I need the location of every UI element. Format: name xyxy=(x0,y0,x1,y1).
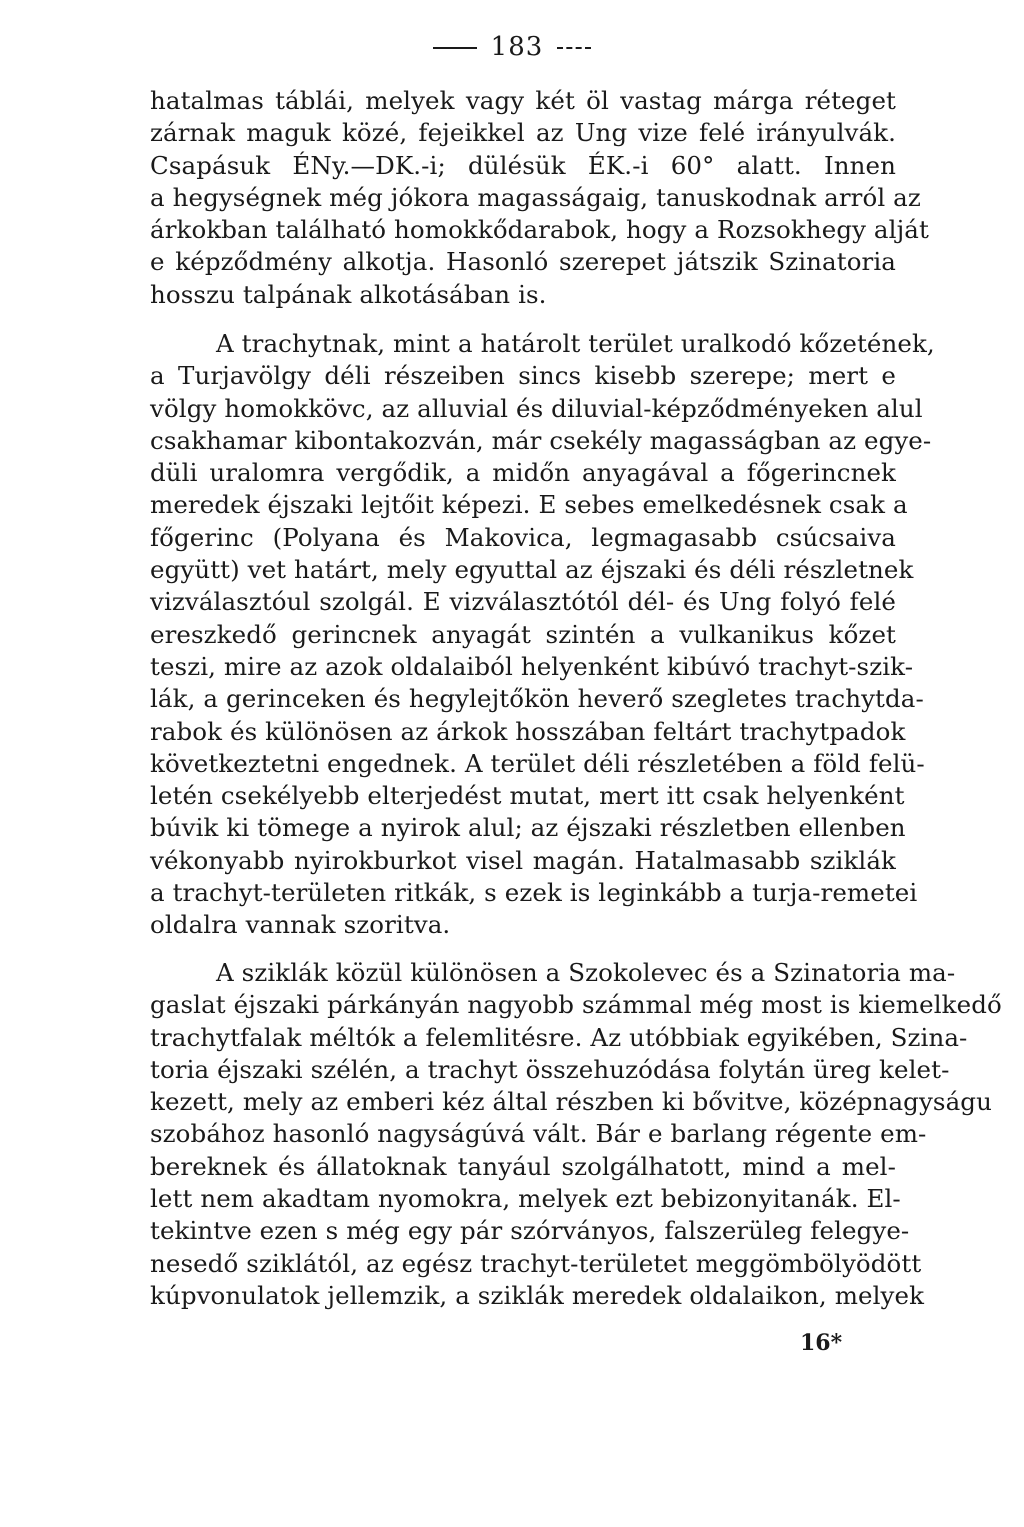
text-line: ereszkedő gerincnek anyagát szintén a vulkanikus kőzet xyxy=(150,619,896,649)
header-rule-right xyxy=(557,47,591,49)
text-line: trachytfalak méltók a felemlitésre. Az utóbbiak egyikében, Szina- xyxy=(150,1022,968,1052)
text-line: bereknek és állatoknak tanyául szolgálhatott, mind a mel- xyxy=(150,1151,896,1181)
signature-mark: 16* xyxy=(800,1330,843,1356)
text-line: A sziklák közül különösen a Szokolevec és a Szinatoria ma- xyxy=(216,958,956,987)
text-line: lett nem akadtam nyomokra, melyek ezt bebizonyitanák. El- xyxy=(150,1184,901,1214)
text-line: a Turjavölgy déli részeiben sincs kisebb szerepe; mert e xyxy=(150,361,896,391)
text-line: árkokban található homokkődarabok, hogy a Rozsokhegy alját xyxy=(150,215,929,245)
text-line: hatalmas táblái, melyek vagy két öl vastag márga réteget xyxy=(150,86,896,115)
text-line: hosszu talpának alkotásában is. xyxy=(150,279,547,309)
text-line: meredek éjszaki lejtőit képezi. E sebes emelkedésnek csak a xyxy=(150,490,908,520)
text-line: a trachyt-területen ritkák, s ezek is leginkább a turja-remetei xyxy=(150,878,918,908)
text-line: búvik ki tömege a nyirok alul; az éjszaki részletben ellenben xyxy=(150,813,906,843)
text-line: toria éjszaki szélén, a trachyt összehuzódása folytán üreg kelet- xyxy=(150,1054,950,1084)
text-line: lák, a gerinceken és hegylejtőkön heverő szegletes trachytda- xyxy=(150,684,924,714)
text-line: következtetni engednek. A terület déli részletében a föld felü- xyxy=(150,748,925,778)
text-line: a hegységnek még jókora magasságaig, tanuskodnak arról az xyxy=(150,182,921,212)
text-line: tekintve ezen s még egy pár szórványos, falszerüleg felegye- xyxy=(150,1216,910,1246)
text-line: szobához hasonló nagyságúvá vált. Bár e barlang régente em- xyxy=(150,1119,927,1149)
text-line: gaslat éjszaki párkányán nagyobb számmal még most is kiemelkedő xyxy=(150,990,1002,1020)
text-line: rabok és különösen az árkok hosszában feltárt trachytpadok xyxy=(150,716,906,746)
text-line: nesedő sziklától, az egész trachyt-területet meggömbölyödött xyxy=(150,1248,922,1278)
text-line: kezett, mely az emberi kéz által részben ki bővitve, középnagyságu xyxy=(150,1087,992,1117)
text-line: letén csekélyebb elterjedést mutat, mert itt csak helyenként xyxy=(150,781,905,811)
header-rule-left xyxy=(433,47,477,49)
text-line: A trachytnak, mint a határolt terület uralkodó kőzetének, xyxy=(216,329,935,358)
text-line: teszi, mire az azok oldalaiból helyenként kibúvó trachyt-szik- xyxy=(150,651,914,681)
text-line: e képződmény alkotja. Hasonló szerepet játszik Szinatoria xyxy=(150,247,896,277)
text-line: völgy homokkövc, az alluvial és diluvial-képződményeken alul xyxy=(150,393,923,423)
paragraph-3 xyxy=(150,957,1002,1312)
text-line: kúpvonulatok jellemzik, a sziklák meredek oldalaikon, melyek xyxy=(150,1280,925,1310)
page-header xyxy=(0,32,1024,62)
text-line: vékonyabb nyirokburkot visel magán. Hatalmasabb sziklák xyxy=(150,845,896,875)
text-line: düli uralomra vergődik, a midőn anyagával a főgerincnek xyxy=(150,458,896,488)
page-number: 183 xyxy=(490,32,544,62)
paragraph-2 xyxy=(150,328,935,942)
text-line: együtt) vet határt, mely egyuttal az éjszaki és déli részletnek xyxy=(150,555,914,585)
text-line: Csapásuk ÉNy.—DK.-i; dülésük ÉK.-i 60° alatt. Innen xyxy=(150,150,896,180)
text-line: főgerinc (Polyana és Makovica, legmagasabb csúcsaiva xyxy=(150,522,896,552)
text-line: vizválasztóul szolgál. E vizválasztótól dél- és Ung folyó felé xyxy=(150,587,896,617)
text-line: csakhamar kibontakozván, már csekély magasságban az egye- xyxy=(150,425,932,455)
text-line: oldalra vannak szoritva. xyxy=(150,910,451,940)
text-line: zárnak maguk közé, fejeikkel az Ung vize felé irányulvák. xyxy=(150,118,896,148)
paragraph-1 xyxy=(150,85,929,311)
